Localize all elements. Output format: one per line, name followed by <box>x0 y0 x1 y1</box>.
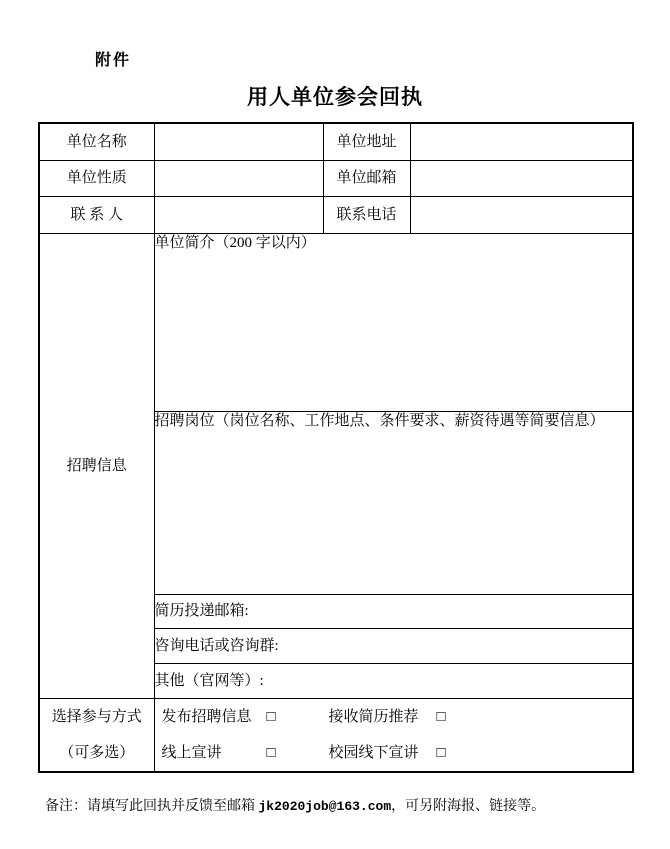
participation-mode-label <box>39 698 154 772</box>
unit-name-field[interactable] <box>154 123 323 160</box>
positions-label: 招聘岗位（岗位名称、工作地点、条件要求、薪资待遇等简要信息） <box>154 412 605 429</box>
option-online-session-checkbox[interactable]: □ <box>266 744 276 761</box>
company-intro-label: 单位简介（200 字以内） <box>154 234 316 251</box>
contact-phone-label: 联系电话 <box>323 196 410 233</box>
consult-phone-field[interactable] <box>154 628 633 663</box>
participation-options-line2 <box>155 735 633 771</box>
participation-options-line1 <box>155 699 633 735</box>
footer-note <box>45 795 645 815</box>
resume-email-field[interactable] <box>154 594 633 628</box>
company-intro-field[interactable] <box>154 233 633 411</box>
participation-mode-label-line2: （可多选） <box>59 744 135 761</box>
contact-person-field[interactable] <box>154 196 323 233</box>
table-row <box>39 233 633 411</box>
contact-phone-field[interactable] <box>410 196 633 233</box>
unit-type-label: 单位性质 <box>39 160 154 196</box>
resume-email-label: 简历投递邮箱: <box>154 603 249 619</box>
unit-address-label: 单位地址 <box>323 123 410 160</box>
option-online-session-label: 线上宣讲 <box>161 744 222 761</box>
consult-phone-label: 咨询电话或咨询群: <box>154 637 279 654</box>
unit-type-field[interactable] <box>154 160 323 196</box>
feedback-email: jk2020job@163.com <box>258 799 392 814</box>
unit-email-label: 单位邮箱 <box>323 160 410 196</box>
footer-note-prefix: 备注：请填写此回执并反馈至邮箱 <box>45 799 259 814</box>
page-title: 用人单位参会回执 <box>247 85 423 109</box>
option-campus-offline-label: 校园线下宣讲 <box>328 744 419 761</box>
reply-form-table <box>38 122 634 773</box>
participation-options-cell <box>154 698 633 772</box>
contact-person-label: 联 系 人 <box>39 196 154 233</box>
other-website-label: 其他（官网等）: <box>154 672 264 689</box>
positions-field[interactable] <box>154 411 633 594</box>
option-receive-resumes-label: 接收简历推荐 <box>328 708 419 725</box>
option-receive-resumes-checkbox[interactable]: □ <box>436 708 446 725</box>
option-publish-jobs-label: 发布招聘信息 <box>161 708 252 725</box>
option-publish-jobs-checkbox[interactable]: □ <box>266 708 276 725</box>
unit-name-label: 单位名称 <box>39 123 154 160</box>
attachment-label: 附件 <box>95 52 132 69</box>
footer-note-suffix: ，可另附海报、链接等。 <box>391 799 546 814</box>
option-campus-offline-checkbox[interactable]: □ <box>436 744 446 761</box>
other-website-field[interactable] <box>154 663 633 698</box>
table-row <box>39 160 633 196</box>
table-row <box>39 123 633 160</box>
table-row <box>39 196 633 233</box>
recruit-info-section-label: 招聘信息 <box>39 233 154 698</box>
participation-mode-label-line1: 选择参与方式 <box>51 708 142 725</box>
unit-address-field[interactable] <box>410 123 633 160</box>
table-row <box>39 698 633 772</box>
unit-email-field[interactable] <box>410 160 633 196</box>
